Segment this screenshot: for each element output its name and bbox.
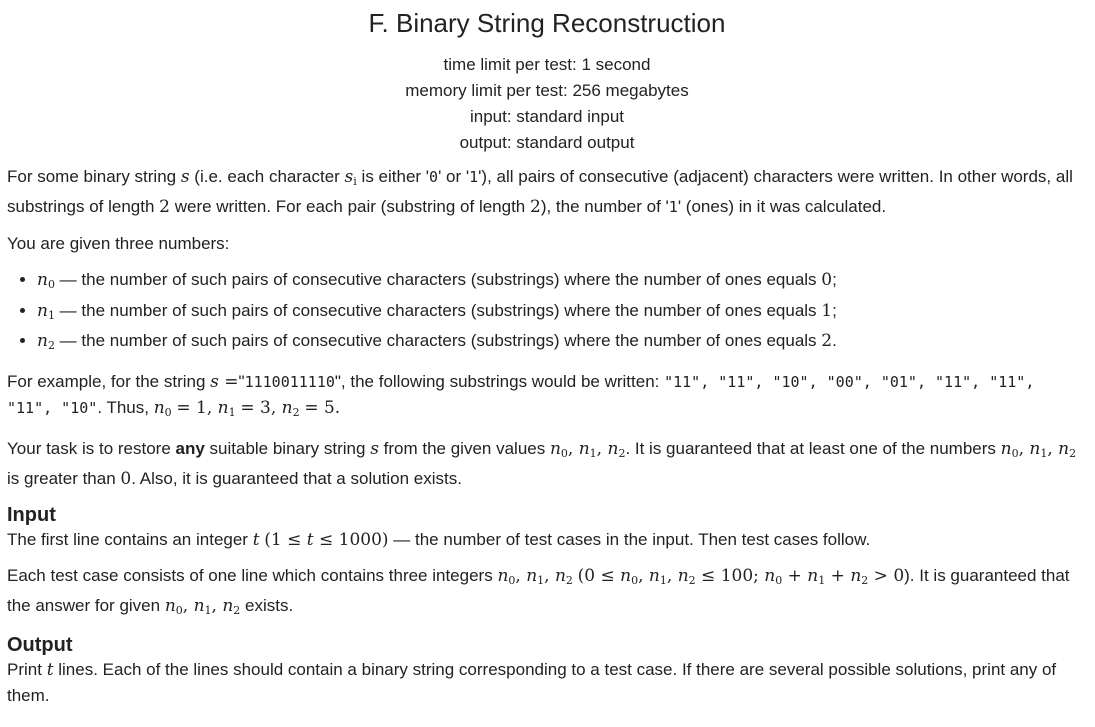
list-item: • $n_2$ — the number of such pairs of consecutive characters (substrings) where the number of ones equals 2.	[37, 328, 1087, 359]
list-item: • $n_1$ — the number of such pairs of consecutive characters (substrings) where the number of ones equals 1;	[37, 298, 1087, 329]
input-paragraph-2: Each test case consists of one line which contains three integers $n_0$, $n_1$, $n_2$ ($0 \le n_0$, $n_1$, $n_2 \le 100$; $n_0 + n_1 + n_2 > 0$). It is guaranteed that the answer for given $n_0$, $n_1$, $n_2$ exists.	[7, 565, 1070, 617]
list-item: • $n_0$ — the number of such pairs of consecutive characters (substrings) where the number of ones equals 0;	[37, 267, 1087, 298]
output-paragraph: Print t lines. Each of the lines should contain a binary string corresponding to a test case. If there are several possible solutions, print any of them.	[7, 659, 1057, 705]
task-paragraph: Your task is to restore any suitable binary string s from the given values $n_0$, $n_1$, $n_2$. It is guaranteed that at least one of the numbers $n_0$, $n_1$, $n_2$ is greater than 0. Also, it is guaranteed that a solution exists.	[7, 438, 1077, 489]
problem-legend	[7, 164, 1087, 492]
input-section-title: Input	[7, 503, 56, 526]
output-specification	[7, 633, 1087, 708]
input-file: input: standard input	[469, 107, 625, 126]
input-paragraph-1: The first line contains an integer t (1 ≤ t ≤ 1000) — the number of test cases in the input. Then test cases follow.	[7, 529, 871, 550]
numbers-list	[7, 267, 1087, 359]
output-section-title: Output	[7, 633, 73, 656]
example-paragraph: For example, for the string s ="1110011110", the following substrings would be written: "11", "11", "10", "00", "01", "11", "11", "11", "10". Thus, $n_0 = 1$, $n_1 = 3$, $n_2 = 5$.	[7, 371, 1035, 419]
time-limit: time limit per test: 1 second	[443, 55, 651, 74]
memory-limit: memory limit per test: 256 megabytes	[405, 81, 689, 100]
output-file: output: standard output	[459, 133, 635, 152]
problem-title: F. Binary String Reconstruction	[368, 8, 726, 38]
problem-header	[7, 0, 1087, 156]
input-specification	[7, 503, 1087, 623]
legend-paragraph-2: You are given three numbers:	[7, 234, 230, 253]
legend-paragraph-1: For some binary string s (i.e. each character $s_i$ is either '0' or '1'), all pairs of consecutive (adjacent) characters were written. In other words, all substrings of length 2 were written. For each pair (substring of length 2), the number of '1' (ones) in it was calculated.	[7, 167, 1073, 217]
